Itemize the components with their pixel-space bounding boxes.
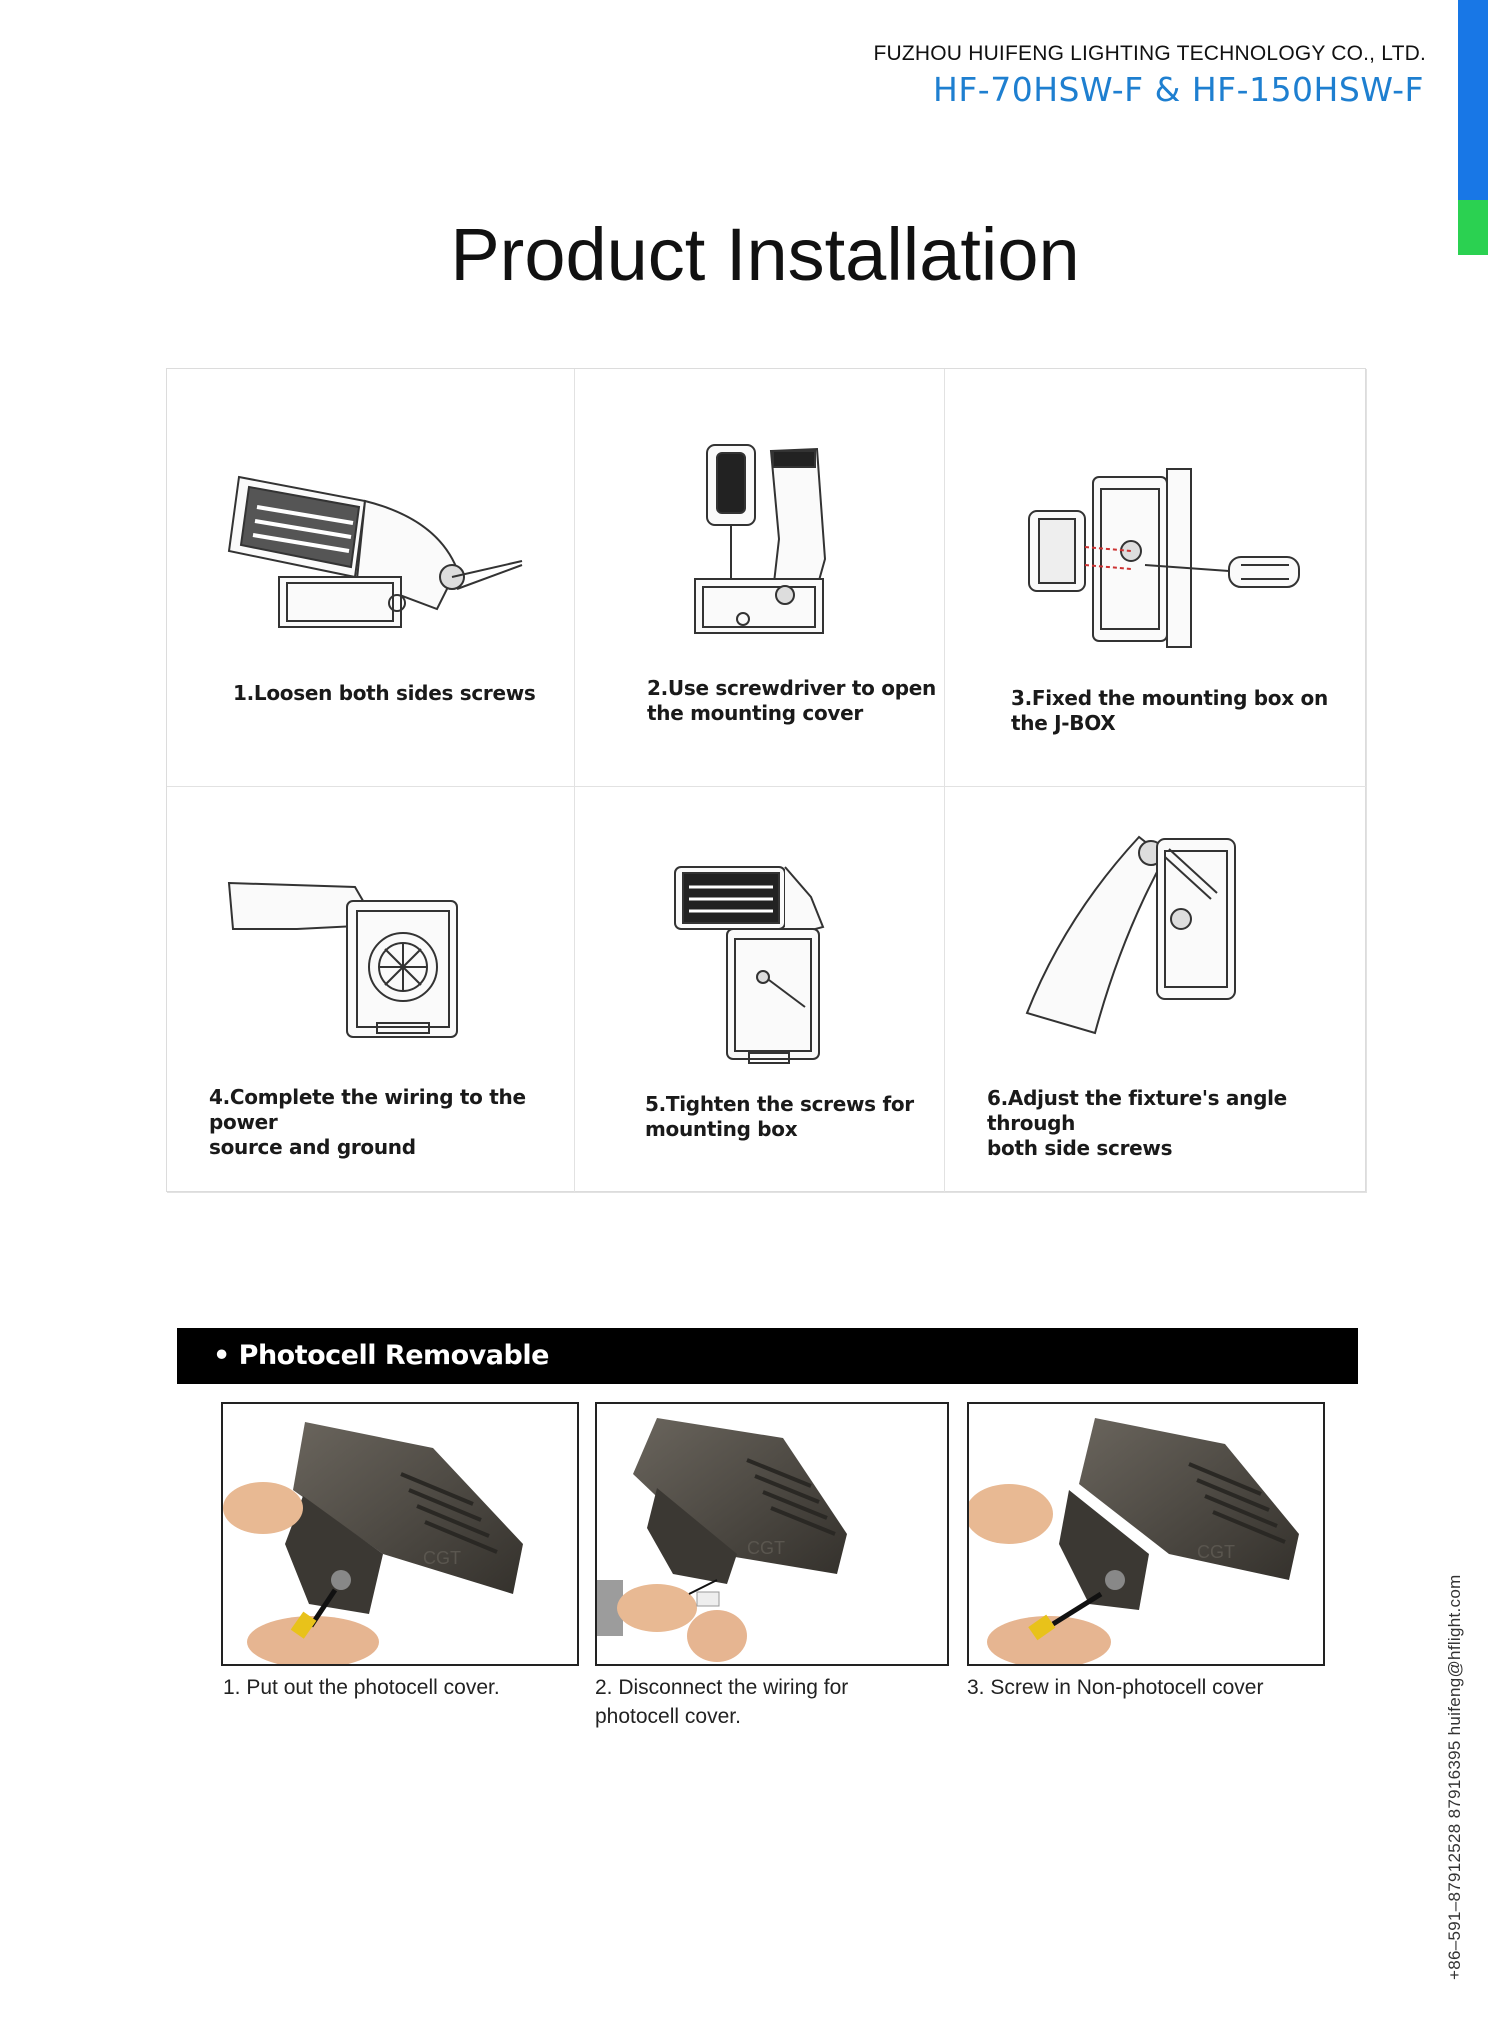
install-step-5-caption: 5.Tighten the screws for mounting box [645, 1092, 914, 1141]
contact-info: +86–591–87912528 87916395 huifeng@hflight.com [1445, 1574, 1464, 1980]
disconnect-wiring-photo [597, 1404, 947, 1664]
install-step-1 [167, 369, 575, 787]
installation-steps-grid [166, 368, 1366, 1192]
install-step-6-caption: 6.Adjust the fixture's angle through both side screws [987, 1086, 1287, 1160]
install-step-3 [945, 369, 1367, 787]
company-name: FUZHOU HUIFENG LIGHTING TECHNOLOGY CO., LTD. [873, 42, 1426, 65]
photocell-step-2-caption: 2. Disconnect the wiring for photocell cover. [595, 1676, 849, 1728]
install-step-4-caption: 4.Complete the wiring to the power source and ground [209, 1085, 526, 1159]
install-step-6 [945, 787, 1367, 1193]
install-step-2 [575, 369, 945, 787]
install-step-4 [167, 787, 575, 1193]
photocell-step-1-caption: 1. Put out the photocell cover. [223, 1676, 500, 1699]
photocell-step-3-caption: 3. Screw in Non-photocell cover [967, 1676, 1264, 1699]
install-step-2-caption: 2.Use screwdriver to open the mounting cover [647, 676, 936, 725]
page-title: Product Installation [450, 213, 1080, 296]
fixture-loosen-screws-drawing [167, 369, 575, 787]
screw-in-cover-photo [969, 1404, 1323, 1664]
photocell-step-3-photo [967, 1402, 1325, 1666]
remove-photocell-cover-photo [223, 1404, 577, 1664]
photocell-banner-title: • Photocell Removable [213, 1340, 549, 1371]
svg-text:CGT: CGT [1197, 1542, 1235, 1562]
install-step-1-caption: 1.Loosen both sides screws [233, 681, 536, 705]
photocell-step-1-photo [221, 1402, 579, 1666]
install-step-3-caption: 3.Fixed the mounting box on the J-BOX [1011, 686, 1328, 735]
svg-text:CGT: CGT [747, 1538, 785, 1558]
accent-bar-blue [1458, 0, 1488, 200]
model-number: HF-70HSW-F & HF-150HSW-F [933, 70, 1424, 109]
install-step-5 [575, 787, 945, 1193]
photocell-step-2-photo [595, 1402, 949, 1666]
photo-watermark: CGT [423, 1548, 461, 1568]
photocell-banner [177, 1328, 1358, 1384]
